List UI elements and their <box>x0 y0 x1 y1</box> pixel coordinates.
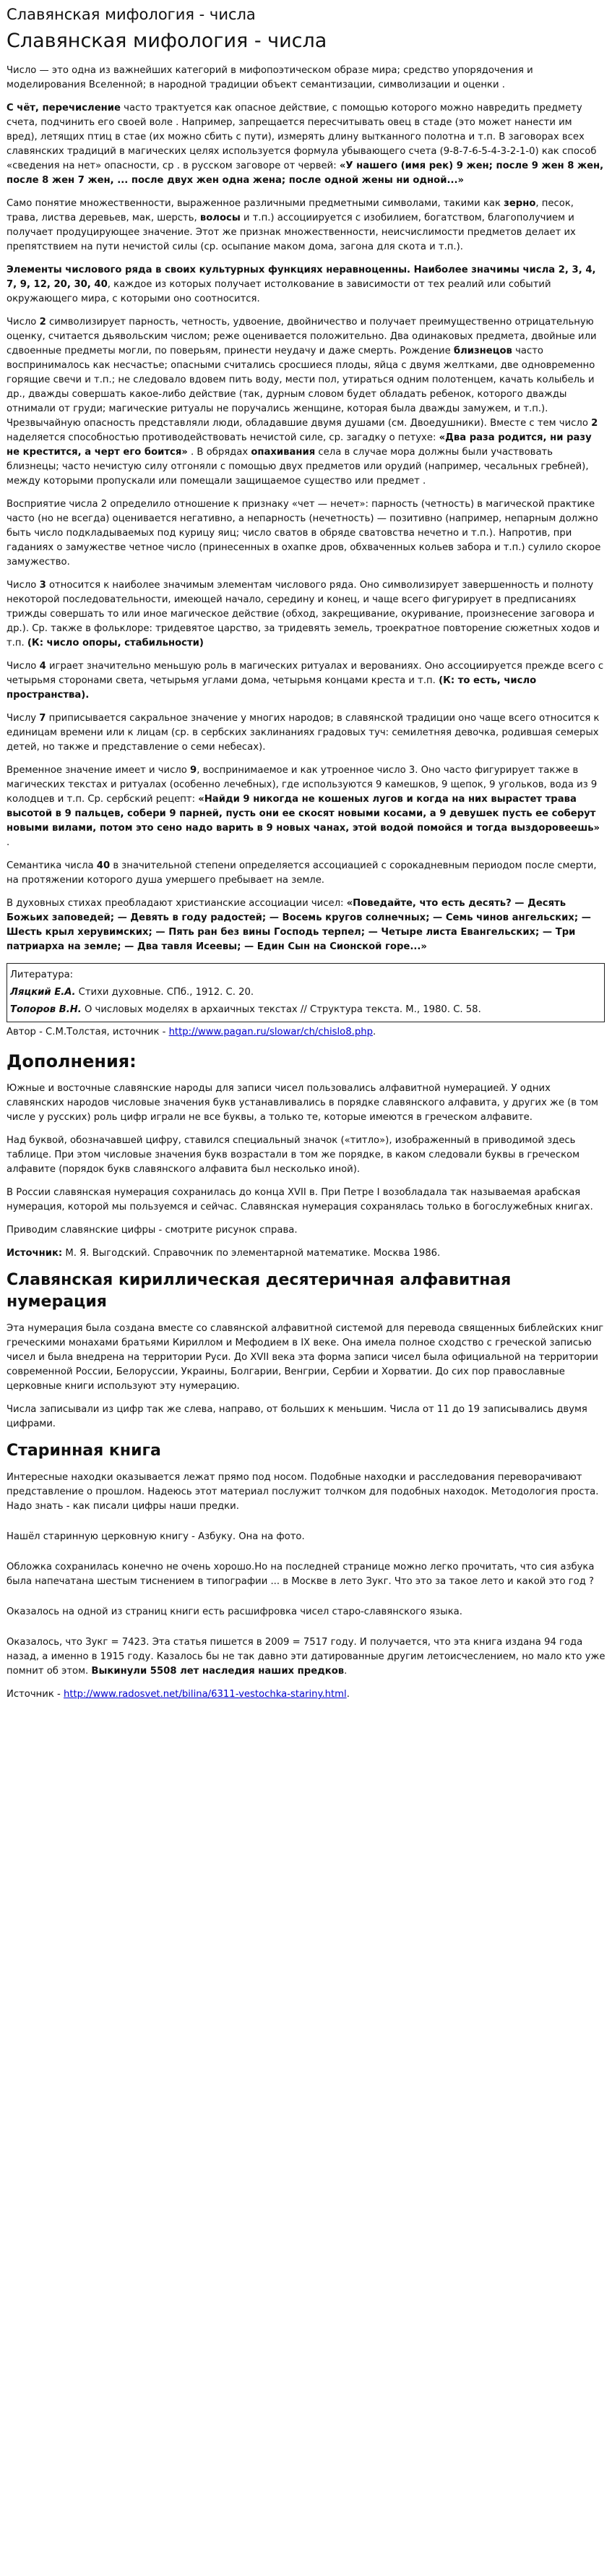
literature-text: Стихи духовные. СПб., 1912. С. 20. <box>75 987 254 998</box>
four-text-2: играет значительно меньшую роль в магических ритуалах и верованиях. Оно ассоциируется прежде всего с четырьмя сторонами света, четырьмя углами дома, четырьмя концами креста и т.п. <box>7 661 604 686</box>
number-two-paragraph <box>7 315 605 489</box>
literature-box <box>7 963 605 1022</box>
forty-text-1: Семантика числа <box>7 860 97 871</box>
author-source-link[interactable]: http://www.pagan.ru/slowar/ch/chislo8.php <box>168 1027 373 1037</box>
nine-number: 9 <box>190 765 197 776</box>
number-forty-paragraph <box>7 859 605 888</box>
two-plowing: опахивания <box>251 447 316 458</box>
three-text-2: относится к наиболее значимым элементам числового ряда. Оно символизирует завершенность и полноту некоторой последовательности, имеющей начало, середину и конец, и чаще всего фигурирует в предписаниях трижды совершать то или иное магическое действие (обход, закрещивание, окуривание, произнесение заговора и др.). Ср. также в фольклоре: тридевятое царство, за тридевять земель, троекратное повторение сюжетных ходов и т.п. <box>7 580 600 649</box>
two-text-5: . В обрядах <box>187 447 251 458</box>
nine-recipe: «Найди 9 никогда не кошеных лугов и когда на них вырастет трава высотой в 9 пальцев, собери 9 парней, пусть они ее скосят новыми косами, а 9 девушек пусть ее соберут новыми вилами, потом это сено надо варить в 9 новых чанах, этой водой помойся и тогда выздоровеешь» <box>7 794 600 834</box>
book-source-suffix: . <box>346 1689 350 1700</box>
counting-paragraph <box>7 101 605 188</box>
christian-text: В духовных стихах преобладают христианские ассоциации чисел: <box>7 898 347 909</box>
perception-paragraph: Восприятие числа 2 определило отношение к признаку «чет — нечет»: парность (четность) в магической практике часто (но не всегда) оценивается негативно, а непарность (нечетность) — позитивно (например, непарным должно быть число подкладываемых под курицу яиц; число сватов в обряде сватовства нечетно и т.п.). Напротив, при гаданиях о замужестве четное число (принесенных в охапке дров, обхваченных кольев забора и т.п.) сулило скорое замужество. <box>7 499 601 568</box>
cyrillic-paragraph-1: Эта нумерация была создана вместе со славянской алфавитной системой для перевода священных библейских книг греческими монахами братьями Кириллом и Мефодием в IX веке. Она имела полное сходство с греческой записью чисел и была внедрена на территории Руси. До XVII века эта форма записи чисел была официальной на территории современной России, Белоруссии, Украины, Болгарии, Венгрии, Сербии и Хорватии. До сих пор православные церковные книги используют эту нумерацию. <box>7 1323 604 1392</box>
two-text-3: часто воспринималось как несчастье; опасными считались сросшиеся плоды, яйца с двумя желтками, две одновременно горящие свечи и т.п.; не следовало вдовем пить воду, мести пол, утираться одним полотенцем, качать колыбель и др., дважды совершать какое-либо действие (так, дурным словом будет обладать ребенок, которого дважды отнимали от груди; магические ритуалы не поручались женщине, которая была дважды замужем, и т.п.). Чрезвычайную опасность представляли люди, обладавшие двумя душами (см. Двоедушники). Вместе с тем число <box>7 346 595 429</box>
counting-body: часто трактуется как опасное действие, с помощью которого можно навредить предмету счета, подчинить его своей воле . Например, запрещается пересчитывать овец в стаде (это может нанести им вред), летящих птиц в стае (их можно сбить с пути), измерять длину вытканного полотна и т.п. В заговорах всех славянских традиций в магических целях используется формула убывающего счета (9-8-7-6-5-4-3-2-1-0) как способ «сведения на нет» опасности, ср . в русском заговоре от червей: <box>7 103 597 171</box>
book-paragraph-2: Нашёл старинную церковную книгу - Азбуку. Она на фото. <box>7 1531 305 1542</box>
christian-paragraph <box>7 897 605 954</box>
two-text-4: наделяется способностью противодействовать нечистой силе, ср. загадку о петухе: <box>7 432 439 443</box>
two-riddle: «Два раза родится, ни разу не крестится, а черт его боится» <box>7 432 592 458</box>
book-source-prefix: Источник - <box>7 1689 64 1700</box>
window-title: Славянская мифология - числа <box>7 6 256 23</box>
three-note: (К: число опоры, стабильности) <box>27 638 204 649</box>
spacer <box>7 1598 605 1605</box>
nine-text-2: , воспринимаемое и как утроенное число 3. Оно часто фигурирует также в магических текстах и ритуалах (особенно лечебных), где используются 9 камешков, 9 щепок, 9 угольков, вода из 9 колодцев и т.п. Ср. сербский рецепт: <box>7 765 598 805</box>
additions-source-label: Источник: <box>7 1248 63 1259</box>
literature-label: Литература: <box>10 970 74 980</box>
spacer <box>7 1628 605 1635</box>
elements-body: , каждое из которых получает истолкование в зависимости от тех реалий или событий окружающего мира, с которыми оно соотносится. <box>7 279 551 304</box>
forty-number: 40 <box>96 860 111 871</box>
book-emphasis: Выкинули 5508 лет наследия наших предков <box>91 1666 345 1677</box>
book-paragraph-3: Обложка сохранилась конечно не очень хорошо.Но на последней странице можно легко прочитать, что сия азбука была напечатана шестым тиснением в типографии ... в Москве в лето Зукг. Что это за такое лето и какой это год ? <box>7 1562 595 1587</box>
two-text-6: села в случае мора должны были участвовать близнецы; часто нечистую силу отгоняли с помощью двух предметов или орудий (например, чесальных гребней), между которыми пропускали или помещали защищаемое существо или предмет . <box>7 447 589 487</box>
counting-spell-quote: «У нашего (имя рек) 9 жен; после 9 жен 8 жен, после 8 жен 7 жен, ... после двух жен одна жена; после одной жены ни одной...» <box>7 161 604 186</box>
multitude-paragraph <box>7 197 605 254</box>
literature-author: Ляцкий Е.А. <box>10 987 76 998</box>
two-text-1: Число <box>7 317 40 328</box>
nine-end: . <box>7 837 10 848</box>
number-nine-paragraph <box>7 763 605 850</box>
author-line <box>7 1025 605 1040</box>
book-source-link[interactable]: http://www.radosvet.net/bilina/6311-vestochka-stariny.html <box>63 1689 347 1700</box>
christian-quote: «Поведайте, что есть десять? — Десять Божьих заповедей; — Девять в году радостей; — Восемь кругов солнечных; — Семь чинов ангельских; — Шесть крыл херувимских; — Пять ран без вины Господь терпел; — Четыре листа Евангельских; — Три патриарха на земле; — Два тавля Исеевы; — Един Сын на Сионской горе...» <box>7 898 591 952</box>
number-seven-paragraph <box>7 711 605 755</box>
page-title: Славянская мифология - числа <box>7 30 327 52</box>
four-text-1: Число <box>7 661 40 672</box>
additions-paragraph-2: Над буквой, обозначавшей цифру, ставился специальный значок («титло»), изображенный в приводимой здесь таблице. При этом числовые значения букв возрастали в том же порядке, в каком следовали буквы в греческом алфавите (порядок букв славянского алфавита был несколько иной). <box>7 1135 580 1175</box>
additions-paragraph-4: Приводим славянские цифры - смотрите рисунок справа. <box>7 1225 298 1236</box>
additions-source-text: М. Я. Выгодский. Справочник по элементарной математике. Москва 1986. <box>62 1248 441 1259</box>
spacer <box>7 1523 605 1530</box>
intro-paragraph: Число — это одна из важнейших категорий в мифопоэтическом образе мира; средство упорядочения и моделирования Вселенной; в народной традиции объект семантизации, символизации и оценки . <box>7 65 533 90</box>
three-number: 3 <box>39 580 46 591</box>
counting-lead: С чёт, перечисление <box>7 103 121 114</box>
book-text: Оказалось, что Зукг = 7423. Эта статья пишется в 2009 = 7517 году. И получается, что эта книга издана 94 года назад, а именно в 1915 году. Казалось бы не так давно эти датированные другим летоисчеслением, но мало кто уже помнит об этом. <box>7 1637 605 1677</box>
spacer <box>7 1553 605 1560</box>
multitude-hair: волосы <box>199 213 241 223</box>
additions-paragraph-1: Южные и восточные славянские народы для записи чисел пользовались алфавитной нумерацией. У одних славянских народов числовые значения букв устанавливались в порядке славянского алфавита, у других же (в том числе у русских) роль цифр играли не все буквы, а только те, которые имеются в греческом алфавите. <box>7 1083 598 1123</box>
number-three-paragraph <box>7 578 605 651</box>
additions-heading: Дополнения: <box>7 1051 137 1071</box>
nine-text-1: Временное значение имеет и число <box>7 765 191 776</box>
book-source <box>7 1687 605 1702</box>
elements-lead: Элементы числового ряда в своих культурных функциях неравноценны. Наиболее значимы числа 2, 3, 4, 7, 9, 12, 20, 30, 40 <box>7 265 596 290</box>
multitude-grain: зерно <box>504 198 536 209</box>
elements-paragraph <box>7 263 605 307</box>
cyrillic-paragraph-2: Числа записывали из цифр так же слева, направо, от больших к меньшим. Числа от 11 до 19 записывались двумя цифрами. <box>7 1404 587 1429</box>
literature-item <box>10 1003 601 1017</box>
multitude-text-2: , песок, трава, листва деревьев, мак, шерсть, <box>7 198 574 223</box>
literature-author: Топоров В.Н. <box>10 1004 82 1015</box>
four-note: (К: то есть, число пространства). <box>7 675 537 701</box>
book-heading: Старинная книга <box>7 1442 161 1460</box>
seven-text-2: приписывается сакральное значение у многих народов; в славянской традиции оно чаще всего относится к единицам времени или к лицам (ср. в сербских заклинаниях градовых туч: семилетняя девочка, родившая семерых детей, но также и представление о семи небесах). <box>7 713 600 753</box>
four-number: 4 <box>39 661 46 672</box>
author-suffix: . <box>372 1027 376 1037</box>
literature-item <box>10 985 601 1000</box>
seven-text-1: Числу <box>7 713 40 724</box>
seven-number: 7 <box>39 713 46 724</box>
forty-text-2: в значительной степени определяется ассоциацией с сорокадневным периодом после смерти, на протяжении которого душа умершего пребывает на земле. <box>7 860 597 886</box>
multitude-text-1: Само понятие множественности, выраженное различными предметными символами, такими как <box>7 198 504 209</box>
book-paragraph-4: Оказалось на одной из страниц книги есть расшифровка чисел старо-славянского языка. <box>7 1606 462 1617</box>
two-text-2: символизирует парность, четность, удвоение, двойничество и получает преимущественно отрицательную оценку, считается дьявольским числом; реже оценивается положительно. Два одинаковых предмета, двойные или сдвоенные предметы могли, по поверьям, принести неудачу и даже смерть. Рождение <box>7 317 597 356</box>
two-twins: близнецов <box>453 346 512 356</box>
cyrillic-heading: Славянская кириллическая десятеричная алфавитная нумерация <box>7 1271 512 1311</box>
book-text-end: . <box>344 1666 348 1677</box>
literature-text: О числовых моделях в архаичных текстах // Структура текста. М., 1980. С. 58. <box>81 1004 481 1015</box>
additions-paragraph-3: В России славянская нумерация сохранилась до конца XVII в. При Петре I возобладала так называемая арабская нумерация, которой мы пользуемся и сейчас. Славянская нумерация сохранялась только в богослужебных книгах. <box>7 1187 593 1212</box>
book-paragraph-1: Интересные находки оказывается лежат прямо под носом. Подобные находки и расследования переворачивают представление о прошлом. Надеюсь этот материал послужит толчком для подобных находок. Методология проста. Надо знать - как писали цифры наши предки. <box>7 1472 599 1512</box>
book-paragraph-5 <box>7 1635 605 1679</box>
author-prefix: Автор - С.М.Толстая, источник - <box>7 1027 169 1037</box>
two-number-2: 2 <box>591 418 598 429</box>
three-text-1: Число <box>7 580 40 591</box>
multitude-text-3: и т.п.) ассоциируется с изобилием, богатством, благополучием и получает продуцирующее значение. Этот же признак множественности, неисчислимости предметов делает их препятствием на пути нечистой силы (ср. осыпание маком дома, загона для скота и т.п.). <box>7 213 576 252</box>
two-number: 2 <box>39 317 46 328</box>
additions-source <box>7 1246 605 1261</box>
number-four-paragraph <box>7 659 605 703</box>
